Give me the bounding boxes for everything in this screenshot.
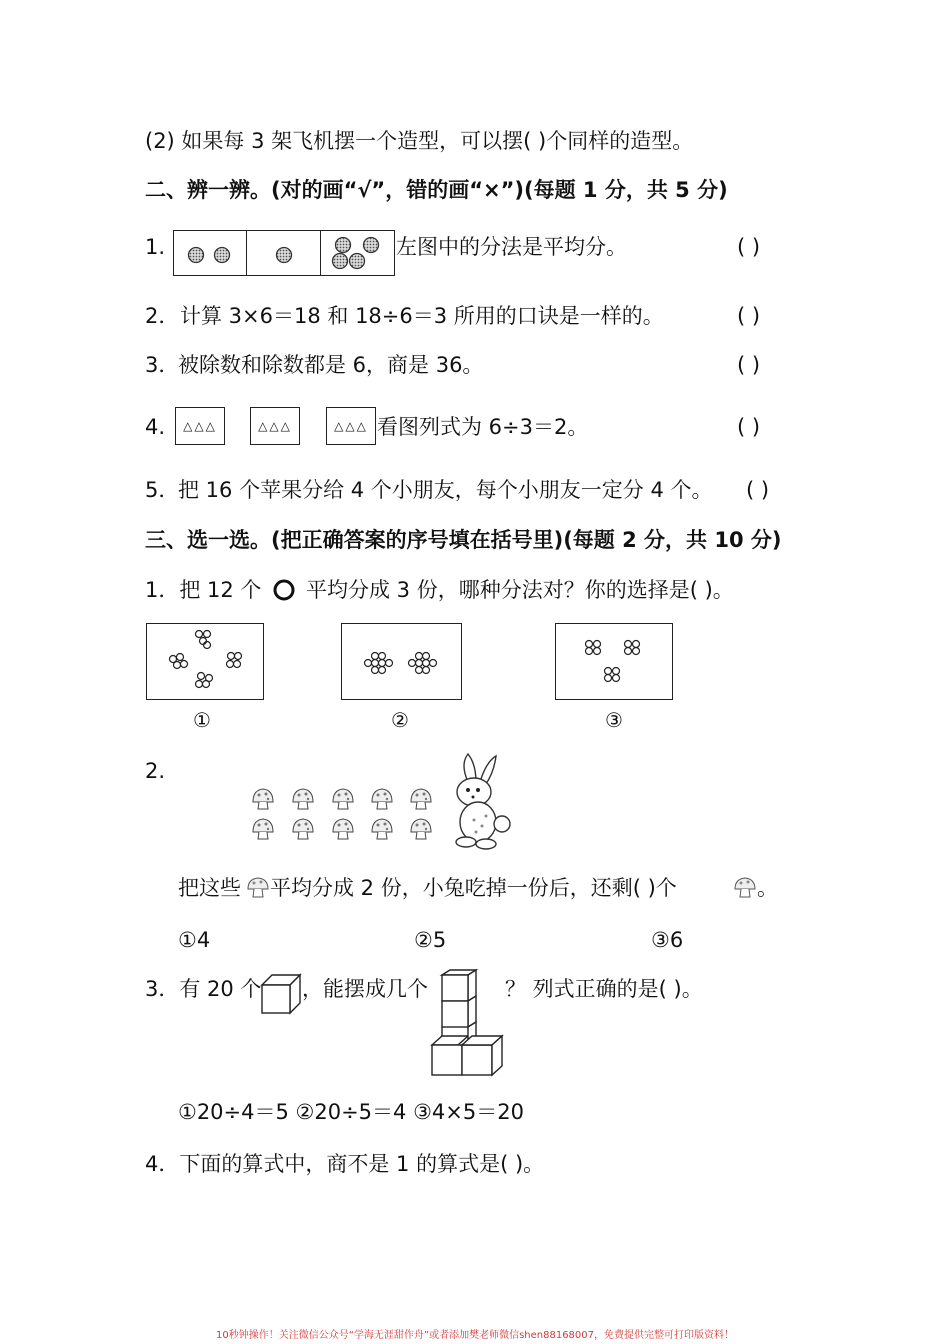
circles-group-icon: [147, 624, 263, 699]
circles-group-icon: [556, 624, 672, 699]
option-box-3: [555, 623, 673, 700]
mushroom-icon: [733, 877, 757, 899]
sec2-item2-text: 计算 3×6＝18 和 18÷6＝3 所用的口诀是一样的。: [180, 304, 664, 328]
sec3-q2-option-1: ①4: [178, 928, 211, 952]
sec2-item5-paren: ( ): [746, 478, 770, 502]
footer-note: 10秒钟操作！关注微信公众号“学海无涯甜作舟”或者添加樊老师微信shen88168007，免费提供完整可打印版资料！: [215, 1330, 735, 1341]
sec3-q2-pre: 把这些: [178, 876, 241, 900]
sec3-q2-num: 2.: [145, 759, 166, 783]
sec2-item4-paren: ( ): [737, 415, 761, 439]
mushroom-icon: [246, 877, 270, 899]
sec2-item2-paren: ( ): [737, 304, 761, 328]
mushroom-grid-icon: [248, 786, 448, 856]
sec2-item2-num: 2．: [145, 304, 180, 328]
sec3-q3-options: ①20÷4＝5 ②20÷5＝4 ③4×5＝20: [178, 1100, 524, 1124]
option-label-1: ①: [193, 708, 211, 732]
sec3-q2-option-2: ②5: [414, 928, 447, 952]
sec3-q2-end: 。: [757, 876, 778, 900]
sec3-q4: 4．下面的算式中，商不是 1 的算式是( )。: [145, 1152, 545, 1176]
sec3-q1-pre: 1．把 12 个: [145, 578, 262, 602]
sec2-item4-text: 看图列式为 6÷3＝2。: [377, 415, 589, 439]
triangle-box-1: △△△: [175, 407, 225, 445]
option-box-1: [146, 623, 264, 700]
sec3-q2-mid: 平均分成 2 份，小兔吃掉一份后，还剩( )个: [270, 876, 677, 900]
sec2-item5-text: 把 16 个苹果分给 4 个小朋友，每个小朋友一定分 4 个。: [178, 478, 713, 502]
sec3-q3-post: ？ 列式正确的是( )。: [505, 977, 703, 1001]
sec2-item5-num: 5．: [145, 478, 180, 502]
sec2-item3-num: 3．: [145, 353, 180, 377]
q-sub-2: (2) 如果每 3 架飞机摆一个造型，可以摆( )个同样的造型。: [145, 129, 694, 153]
sec3-q2-option-3: ③6: [651, 928, 684, 952]
sec2-item1-text: 左图中的分法是平均分。: [396, 235, 627, 259]
sec2-item3-text: 被除数和除数都是 6，商是 36。: [178, 353, 484, 377]
sec2-item3-paren: ( ): [737, 353, 761, 377]
sec2-item1-num: 1.: [145, 235, 166, 259]
circle-icon: [272, 578, 296, 602]
option-label-3: ③: [605, 708, 623, 732]
sec2-item4-num: 4.: [145, 415, 166, 439]
triangle-box-2: △△△: [250, 407, 300, 445]
sec3-q3-pre: 3．有 20 个: [145, 977, 262, 1001]
section-3-heading: 三、选一选。(把正确答案的序号填在括号里)(每题 2 分，共 10 分): [145, 528, 782, 552]
triangle-box-3: △△△: [326, 407, 376, 445]
cube-icon: [260, 973, 302, 1015]
grey-dots-icon: [174, 231, 394, 275]
option-box-2: [341, 623, 462, 700]
option-label-2: ②: [391, 708, 409, 732]
section-2-heading: 二、辨一辨。(对的画“√”，错的画“×”)(每题 1 分，共 5 分): [145, 178, 728, 202]
sec2-item1-paren: ( ): [737, 235, 761, 259]
rabbit-icon: [446, 752, 516, 852]
sec3-q1-post: 平均分成 3 份，哪种分法对？你的选择是( )。: [306, 578, 734, 602]
sec3-q3-mid: ，能摆成几个: [302, 977, 428, 1001]
circles-group-icon: [342, 624, 461, 699]
dot-groups-box: [173, 230, 395, 276]
cube-stack-icon: [430, 970, 508, 1082]
